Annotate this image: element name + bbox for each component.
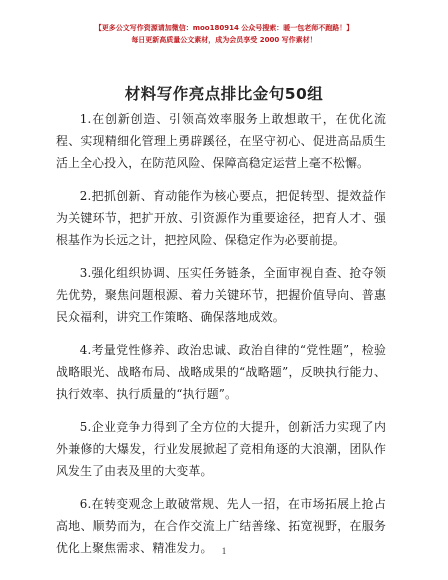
paragraph-1: 1.在创新创造、引领高效率服务上敢想敢干，在优化流程、实现精细化管理上勇辟蹊径，在坚守初心、促进高品质生活上全心投入，在防范风险、保障高稳定运营上毫不松懈。 (56, 112, 386, 170)
document-title: 材料写作亮点排比金句50组 (124, 85, 324, 103)
document-body (56, 108, 386, 570)
promo-banner-line-2: 每日更新高质量公文素材，成为会员享受 2000 写作素材！ (131, 36, 317, 44)
page-number: 1 (221, 546, 227, 556)
promo-banner (0, 22, 448, 46)
paragraph-2: 2.把抓创新、育动能作为核心要点，把促转型、提效益作为关键环节，把扩开放、引资源作为重要途径，把育人才、强根基作为长远之计，把控风险、保稳定作为必要前提。 (56, 189, 386, 247)
paragraph-5: 5.企业竞争力得到了全方位的大提升，创新活力实现了内外兼修的大爆发，行业发展掀起了竞相角逐的大浪潮，团队作风发生了由表及里的大变革。 (56, 420, 386, 478)
paragraph-6: 6.在转变观念上敢破常规、先人一招，在市场拓展上抢占高地、顺势而为，在合作交流上广结善缘、拓宽视野，在服务优化上聚焦需求、精准发力。 (56, 497, 386, 555)
promo-banner-line-1: 【更多公文写作资源请加微信：moo180914 公众号搜索：暖一包老师不跑路！】 (94, 24, 354, 32)
paragraph-4: 4.考量党性修养、政治忠诚、政治自律的“党性题”，检验战略眼光、战略布局、战略成果的“战略题”，反映执行能力、执行效率、执行质量的“执行题”。 (56, 343, 386, 401)
paragraph-3: 3.强化组织协调、压实任务链条，全面审视自查、抢夺领先优势，聚焦问题根源、着力关键环节，把握价值导向、普惠民众福利，讲究工作策略、确保落地成效。 (56, 266, 386, 324)
